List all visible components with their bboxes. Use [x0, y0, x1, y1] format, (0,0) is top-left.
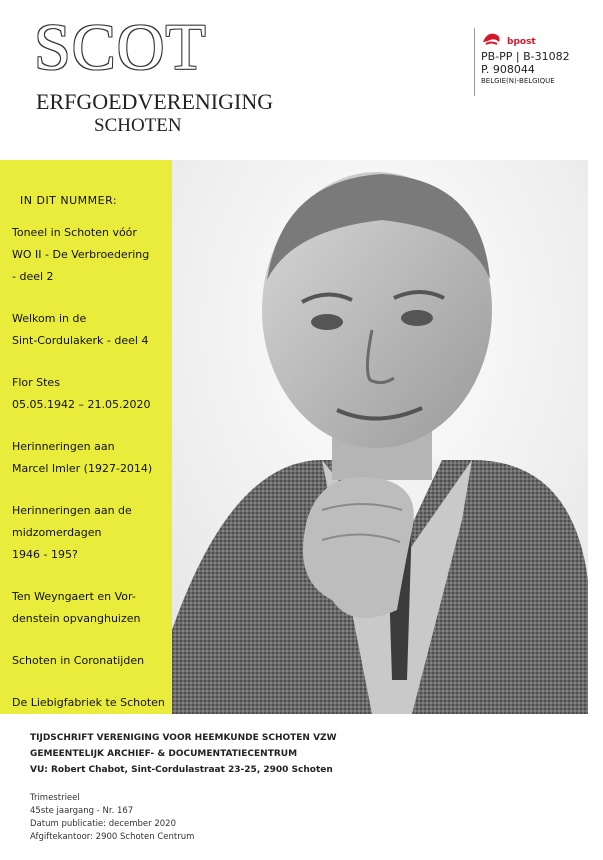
contents-item-line: WO II - De Verbroedering	[12, 248, 150, 261]
issue-number: 45ste jaargang - Nr. 167	[30, 806, 134, 816]
contents-item-line: Flor Stes	[12, 376, 60, 389]
publication-date: Datum publicatie: december 2020	[30, 819, 176, 829]
contents-item	[12, 222, 176, 288]
contents-item-line: De Liebigfabriek te Schoten	[12, 696, 165, 709]
contents-item-line: Toneel in Schoten vóór	[12, 226, 137, 239]
colophon	[30, 730, 570, 844]
organization-name: ERFGOEDVERENIGING	[36, 89, 274, 114]
contents-item-line: Ten Weyngaert en Vor-	[12, 590, 136, 603]
postage-country: BELGIE(N)-BELGIQUE	[481, 77, 555, 85]
contents-item	[12, 500, 176, 566]
publisher-line: TIJDSCHRIFT VERENIGING VOOR HEEMKUNDE SCHOTEN VZW	[30, 733, 337, 743]
contents-item-line: 05.05.1942 – 21.05.2020	[12, 398, 151, 411]
contents-item-line: Marcel Imler (1927-2014)	[12, 462, 153, 475]
organization-place: SCHOTEN	[94, 115, 182, 136]
postage-stamp-box	[474, 28, 581, 96]
contents-item-line: Welkom in de	[12, 312, 87, 325]
postage-permit: PB-PP | B-31082	[481, 50, 570, 63]
responsible-publisher: VU: Robert Chabot, Sint-Cordulastraat 23-25, 2900 Schoten	[30, 765, 333, 775]
bpost-logo-icon	[481, 30, 503, 48]
contents-item-line: Sint-Cordulakerk - deel 4	[12, 334, 149, 347]
publisher-line: GEMEENTELIJK ARCHIEF- & DOCUMENTATIECENTRUM	[30, 749, 298, 759]
post-office: Afgiftekantoor: 2900 Schoten Centrum	[30, 832, 195, 842]
contents-item	[12, 372, 176, 416]
contents-item	[12, 650, 176, 672]
contents-item	[12, 692, 176, 714]
contents-item-line: midzomerdagen	[12, 526, 102, 539]
contents-heading: IN DIT NUMMER:	[20, 194, 118, 207]
contents-item	[12, 436, 176, 480]
postage-number: P. 908044	[481, 63, 535, 76]
publication-frequency: Trimestrieel	[30, 793, 80, 803]
postal-operator: bpost	[507, 37, 536, 47]
contents-list	[12, 222, 176, 734]
contents-item-line: 1946 - 195?	[12, 548, 78, 561]
cover-portrait-photo	[172, 160, 588, 714]
contents-item-line: denstein opvanghuizen	[12, 612, 141, 625]
contents-item-line: Schoten in Coronatijden	[12, 654, 145, 667]
magazine-title: SCOT	[34, 11, 207, 84]
contents-item-line: Herinneringen aan de	[12, 504, 132, 517]
contents-item	[12, 308, 176, 352]
contents-item-line: - deel 2	[12, 270, 54, 283]
contents-item	[12, 586, 176, 630]
masthead	[34, 11, 274, 136]
issue-info	[30, 792, 570, 844]
contents-item-line: Herinneringen aan	[12, 440, 115, 453]
